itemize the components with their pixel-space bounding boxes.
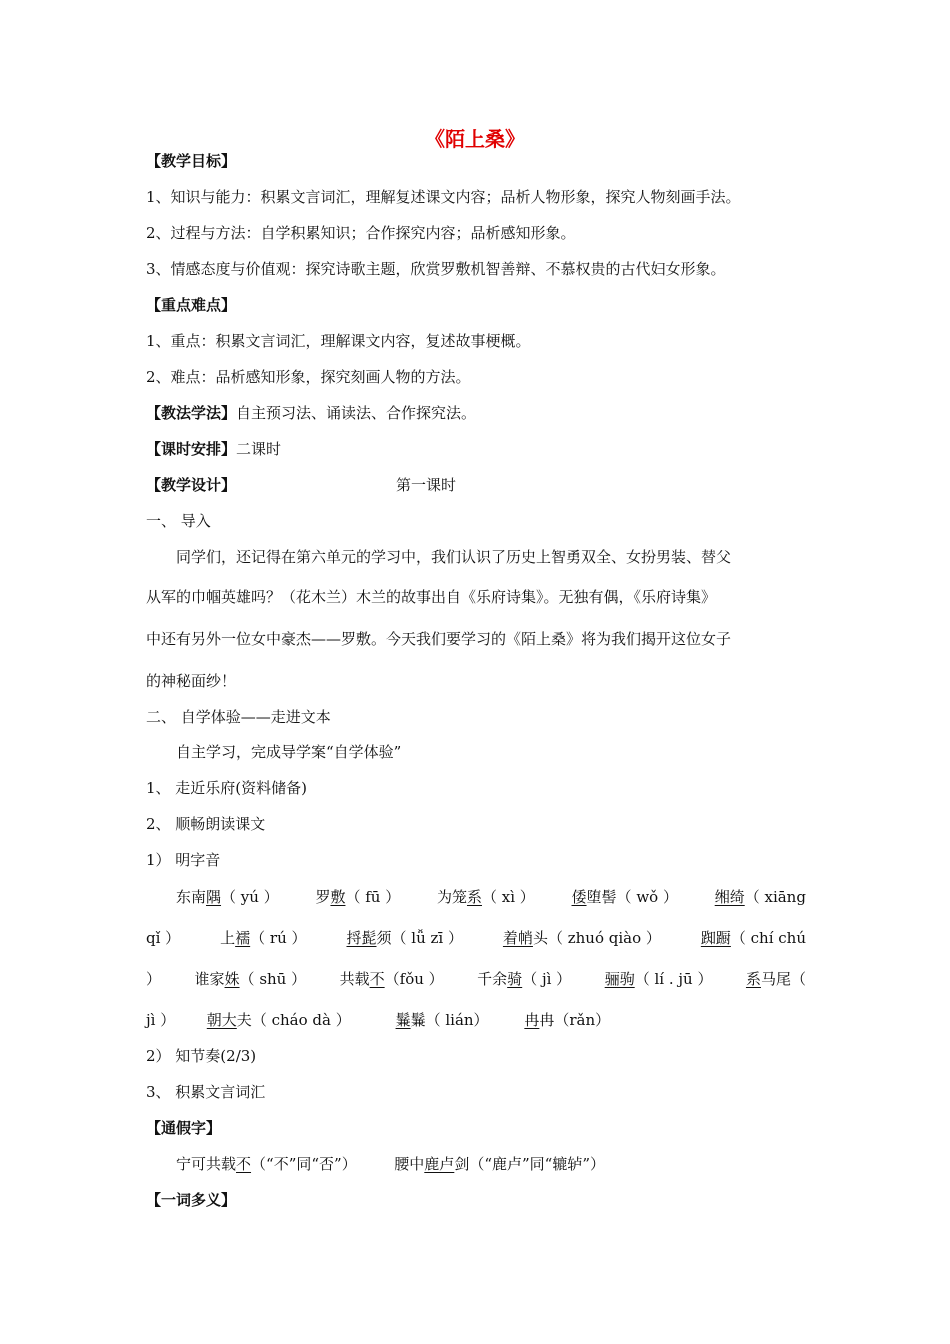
objective-item: 1、知识与能力：积累文言词汇，理解复述课文内容；品析人物形象，探究人物刻画手法。 (146, 188, 741, 206)
design-line (146, 474, 826, 496)
lesson-label: 第一课时 (396, 476, 457, 494)
methods-text: 自主预习法、诵读法、合作探究法。 (236, 404, 477, 422)
keypoint-item: 2、难点：品析感知形象，探究刻画人物的方法。 (146, 368, 471, 386)
step-item: 3、 积累文言词汇 (146, 1083, 266, 1101)
intro-paragraph-line: 中还有另外一位女中豪杰——罗敷。今天我们要学习的《陌上桑》将为我们揭开这位女子 (146, 630, 732, 648)
pron-item: 鬑鬑（ lián） (395, 1011, 489, 1029)
pron-item: 上襦（ rú ） (220, 929, 307, 947)
keypoints-heading: 【重点难点】 (146, 296, 237, 314)
pron-item: 冉冉（rǎn） (524, 1011, 611, 1029)
pron-item: 倭堕髻（ wǒ ） (571, 888, 678, 906)
page-title: 《陌上桑》 (425, 127, 525, 151)
pron-item: 千余骑（ jì ） (477, 970, 572, 988)
substep-item: 2） 知节奏(2/3) (146, 1047, 257, 1065)
intro-paragraph-line: 的神秘面纱！ (146, 672, 237, 690)
tongjia-item: 腰中鹿卢剑（“鹿卢”同“辘轳”） (394, 1155, 605, 1173)
pronunciation-row (146, 927, 806, 949)
self-study-sub: 自主学习，完成导学案“自学体验” (176, 743, 402, 761)
objective-item: 3、情感态度与价值观：探究诗歌主题，欣赏罗敷机智善辩、不慕权贵的古代妇女形象。 (146, 260, 726, 278)
pron-item: 骊驹（ lí . jū ） (604, 970, 713, 988)
pron-item: 系马尾（ (745, 970, 806, 988)
step-item: 2、 顺畅朗读课文 (146, 815, 266, 833)
tongjia-heading: 【通假字】 (146, 1119, 222, 1137)
methods-heading: 【教法学法】 (146, 404, 237, 422)
pronunciation-row (176, 886, 806, 908)
polysemy-heading: 【一词多义】 (146, 1191, 237, 1209)
pron-item: 东南隅（ yú ） (176, 888, 279, 906)
tongjia-item: 宁可共载不（“不”同“否”） (176, 1155, 357, 1173)
pron-item: 为笼系（ xì ） (436, 888, 535, 906)
intro-heading: 一、 导入 (146, 512, 211, 530)
pron-item: 缃绮（ xiāng (714, 888, 806, 906)
objectives-heading: 【教学目标】 (146, 152, 237, 170)
schedule-line (146, 438, 826, 460)
design-heading: 【教学设计】 (146, 476, 237, 494)
pron-item: 罗敷（ fū ） (315, 888, 401, 906)
pron-item: 捋髭须（ lǚ zī ） (346, 929, 463, 947)
step-item: 1、 走近乐府(资料储备) (146, 779, 308, 797)
intro-paragraph-line: 从军的巾帼英雄吗？（花木兰）木兰的故事出自《乐府诗集》。无独有偶，《乐府诗集》 (146, 588, 717, 606)
intro-paragraph-line: 同学们，还记得在第六单元的学习中，我们认识了历史上智勇双全、女扮男装、替父 (176, 548, 732, 566)
self-study-heading: 二、 自学体验——走进文本 (146, 708, 331, 726)
pron-item: 踟蹰（ chí chú (700, 929, 806, 947)
pron-item: jì ） (146, 1011, 176, 1029)
pron-item: qǐ ） (146, 929, 181, 947)
pronunciation-row (146, 1009, 826, 1031)
pron-item: 谁家姝（ shū ） (194, 970, 307, 988)
schedule-heading: 【课时安排】 (146, 440, 237, 458)
keypoint-item: 1、重点：积累文言词汇，理解课文内容，复述故事梗概。 (146, 332, 531, 350)
pron-item: 着帩头（ zhuó qiào ） (502, 929, 661, 947)
tongjia-line (176, 1153, 856, 1175)
pronunciation-row (146, 968, 806, 990)
pron-item: 朝大夫（ cháo dà ） (206, 1011, 351, 1029)
schedule-text: 二课时 (236, 440, 282, 458)
pron-item: 共载不（fǒu ） (339, 970, 444, 988)
pron-item: ） (146, 970, 162, 988)
methods-line (146, 402, 826, 424)
objective-item: 2、过程与方法：自学积累知识；合作探究内容；品析感知形象。 (146, 224, 576, 242)
substep-item: 1） 明字音 (146, 851, 221, 869)
